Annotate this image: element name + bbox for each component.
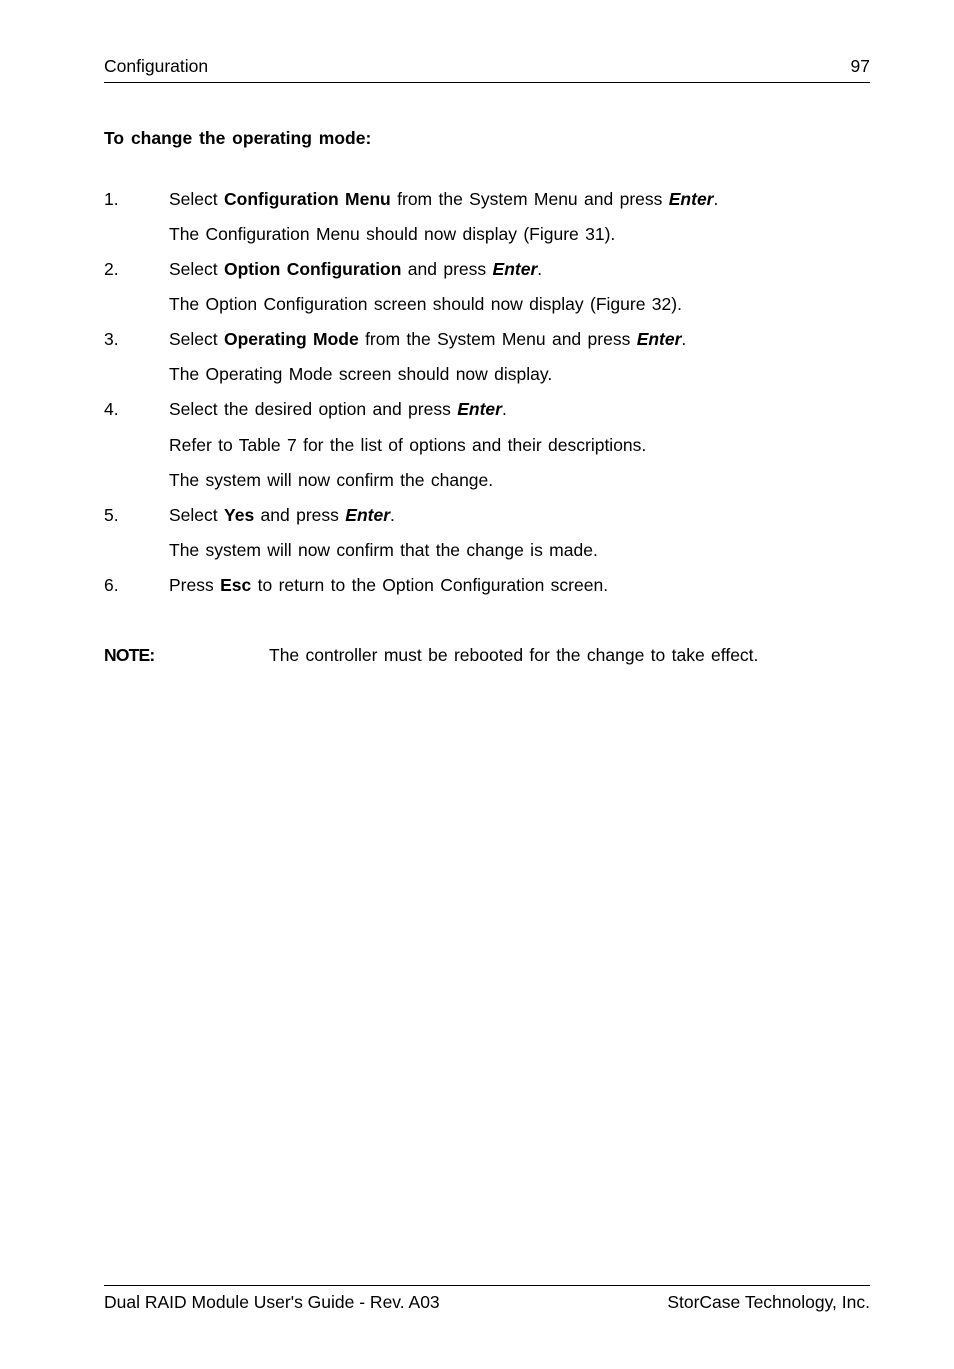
footer-document-title: Dual RAID Module User's Guide - Rev. A03 (104, 1292, 440, 1312)
step-3-menu-name: Operating Mode (224, 329, 359, 349)
step-5-key: Enter (345, 505, 390, 525)
step-2-note: The Option Configuration screen should now display (Figure 32). (169, 294, 682, 314)
step-4-number: 4. (104, 399, 119, 419)
step-3-note: The Operating Mode screen should now display. (169, 364, 553, 384)
step-6-number: 6. (104, 575, 119, 595)
step-4-instruction: Select the desired option and press Enter. (169, 399, 507, 419)
step-2-number: 2. (104, 259, 119, 279)
header-section-title: Configuration (104, 56, 209, 76)
step-6-key: Esc (220, 575, 252, 595)
step-3-key: Enter (636, 329, 682, 349)
step-4-note-2: The system will now confirm the change. (169, 470, 494, 490)
step-5-number: 5. (104, 505, 119, 525)
step-2-key: Enter (492, 259, 538, 279)
step-1-instruction: Select Configuration Menu from the System Menu and press Enter. (169, 189, 719, 209)
step-2-menu-name: Option Configuration (224, 259, 402, 279)
step-1-key: Enter (668, 189, 714, 209)
step-1-note: The Configuration Menu should now display (Figure 31). (169, 224, 616, 244)
note-text: The controller must be rebooted for the change to take effect. (269, 645, 759, 665)
page-footer (104, 1285, 870, 1313)
step-5-instruction: Select Yes and press Enter. (169, 505, 395, 525)
page-header (104, 56, 870, 83)
step-1-menu-name: Configuration Menu (224, 189, 391, 209)
step-3-instruction: Select Operating Mode from the System Menu and press Enter. (169, 329, 687, 349)
step-2-instruction: Select Option Configuration and press Enter. (169, 259, 543, 279)
step-5-option-name: Yes (224, 505, 255, 525)
step-4-key: Enter (457, 399, 502, 419)
step-3-number: 3. (104, 329, 119, 349)
step-5-note: The system will now confirm that the change is made. (169, 540, 598, 560)
procedure-heading: To change the operating mode: (104, 128, 372, 148)
note-label: NOTE: (104, 645, 155, 665)
header-page-number: 97 (850, 56, 870, 76)
step-4-note-1: Refer to Table 7 for the list of options and their descriptions. (169, 435, 647, 455)
footer-company-name: StorCase Technology, Inc. (667, 1292, 870, 1312)
step-6-instruction: Press Esc to return to the Option Configuration screen. (169, 575, 609, 595)
step-1-number: 1. (104, 189, 119, 209)
